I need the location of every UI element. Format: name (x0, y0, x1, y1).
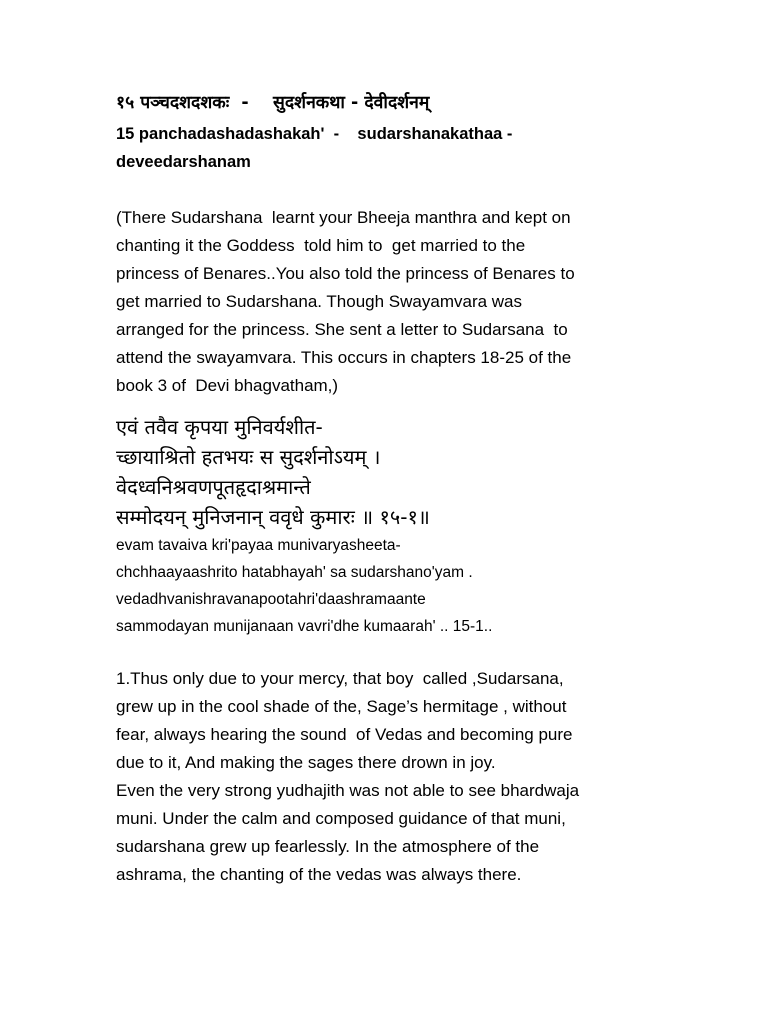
translation-line: sudarshana grew up fearlessly. In the atmosphere of the (116, 837, 540, 856)
verse-transliteration-line: sammodayan munijanaan vavri'dhe kumaarah' .. 15-1.. (116, 618, 493, 635)
verse-transliteration-line: vedadhvanishravanapootahri'daashramaante (116, 591, 426, 608)
intro-line: book 3 of Devi bhagvatham,) (116, 376, 339, 395)
intro-line: arranged for the princess. She sent a letter to Sudarsana to (116, 320, 568, 339)
spacer (116, 400, 656, 412)
translation-line: 1.Thus only due to your mercy, that boy called ,Sudarsana, (116, 669, 564, 688)
translation-line: fear, always hearing the sound of Vedas and becoming pure (116, 725, 573, 744)
translation-line: grew up in the cool shade of the, Sage’s hermitage , without (116, 697, 567, 716)
heading-roman-line-1: 15 panchadashadashakah' - sudarshanakathaa - (116, 125, 513, 143)
intro-line: princess of Benares..You also told the princess of Benares to (116, 264, 575, 283)
translation-line: due to it, And making the sages there drown in joy. (116, 753, 496, 772)
verse-sanskrit-line: एवं तवैव कृपया मुनिवर्यशीत- (116, 415, 323, 439)
translation-paragraph (116, 665, 656, 889)
document-page (116, 86, 656, 889)
intro-line: attend the swayamvara. This occurs in chapters 18-25 of the (116, 348, 572, 367)
verse-transliteration (116, 532, 656, 640)
heading-roman-line-2: deveedarshanam (116, 153, 251, 171)
spacer (116, 640, 656, 665)
intro-line: get married to Sudarshana. Though Swayamvara was (116, 292, 523, 311)
verse-transliteration-line: chchhaayaashrito hatabhayah' sa sudarshano'yam . (116, 564, 473, 581)
verse-sanskrit (116, 412, 656, 532)
translation-line: Even the very strong yudhajith was not able to see bhardwaja (116, 781, 580, 800)
intro-line: (There Sudarshana learnt your Bheeja manthra and kept on (116, 208, 571, 227)
verse-sanskrit-line: च्छायाश्रितो हतभयः स सुदर्शनोऽयम् । (116, 445, 381, 469)
heading-devanagari: १५ पञ्चदशदशकः - सुदर्शनकथा - देवीदर्शनम् (116, 93, 430, 113)
verse-transliteration-line: evam tavaiva kri'payaa munivaryasheeta- (116, 537, 401, 554)
verse-sanskrit-line: सम्मोदयन् मुनिजनान् ववृधे कुमारः ॥ १५-१॥ (116, 505, 430, 529)
spacer (116, 176, 656, 204)
translation-line: ashrama, the chanting of the vedas was always there. (116, 865, 522, 884)
intro-line: chanting it the Goddess told him to get married to the (116, 236, 526, 255)
translation-line: muni. Under the calm and composed guidance of that muni, (116, 809, 566, 828)
verse-sanskrit-line: वेदध्वनिश्रवणपूतहृदाश्रमान्ते (116, 475, 311, 499)
intro-paragraph (116, 204, 656, 400)
